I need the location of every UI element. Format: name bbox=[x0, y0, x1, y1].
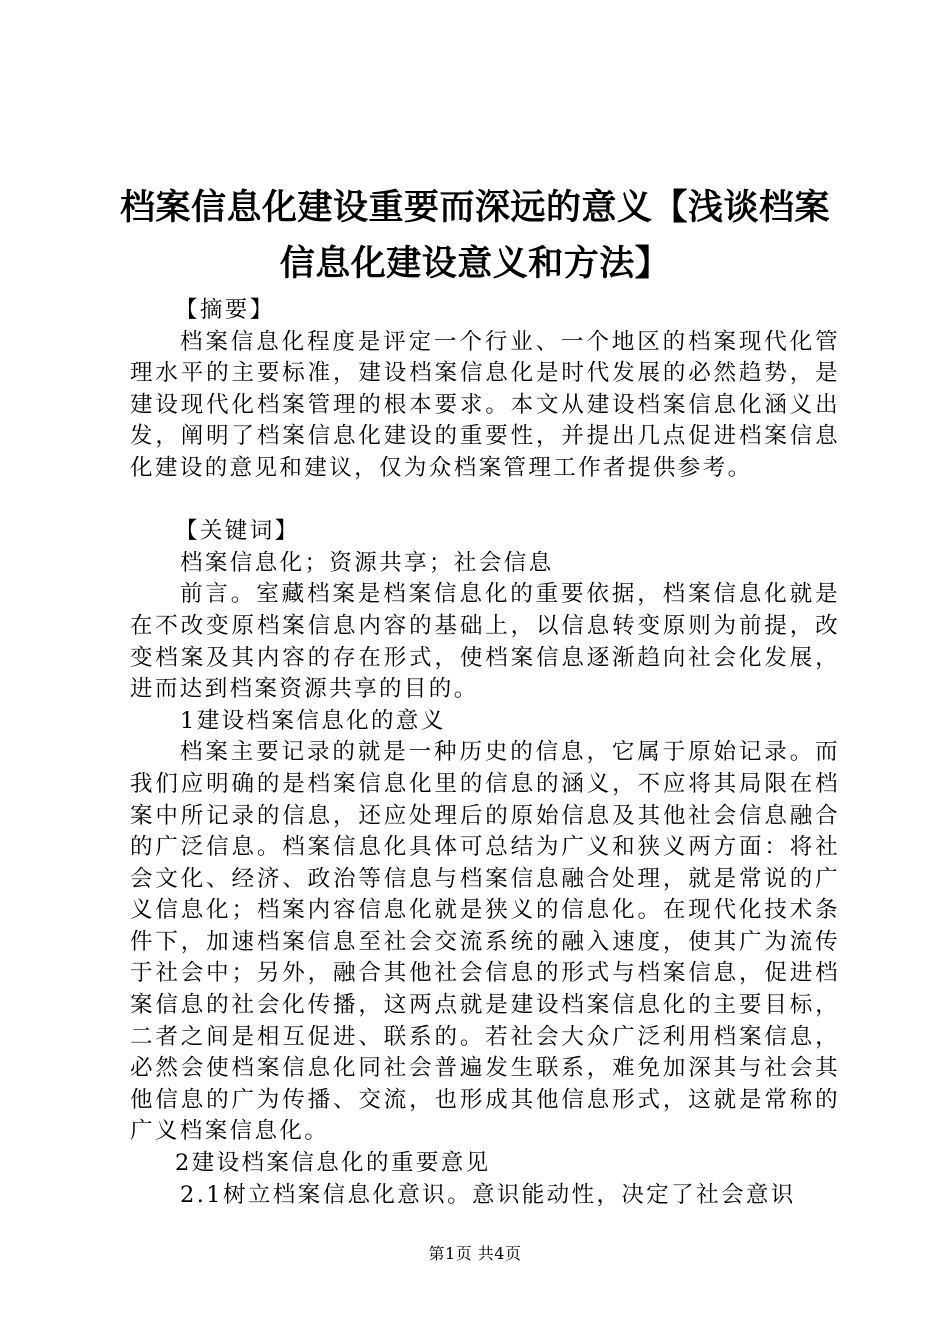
keywords-paragraph: 档案信息化；资源共享；社会信息 bbox=[180, 549, 554, 576]
section1-heading: 1建设档案信息化的意义 bbox=[180, 707, 446, 734]
page-footer: 第1页 共4页 bbox=[428, 1244, 522, 1263]
keywords-label: 【关键词】 bbox=[175, 518, 300, 545]
paragraph-spacer bbox=[130, 485, 840, 517]
abstract-label: 【摘要】 bbox=[175, 297, 275, 323]
section1-paragraph: 档案主要记录的就是一种历史的信息，它属于原始记录。而我们应明确的是档案信息化里的信息的涵义，不应将其局限在档案中所记录的信息，还应处理后的原始信息及其他社会信息融合的广泛信息。档案信息化具体可总结为广义和狭义两方面：将社会文化、经济、政治等信息与档案信息融合处理，就是常说的广义信息化；档案内容信息化就是狭义的信息化。在现代化技术条件下，加速档案信息至社会交流系统的融入速度，使其广为流传于社会中；另外，融合其他社会信息的形式与档案信息，促进档案信息的社会化传播，这两点就是建设档案信息化的主要目标，二者之间是相互促进、联系的。若社会大众广泛利用档案信息，必然会使档案信息化同社会普遍发生联系，难免加深其与社会其他信息的广为传播、交流，也形成其他信息形式，这就是常称的广义档案信息化。 bbox=[130, 739, 840, 1145]
section2-heading: 2建设档案信息化的重要意见 bbox=[175, 1150, 491, 1177]
document-body bbox=[130, 295, 840, 1211]
abstract-paragraph: 档案信息化程度是评定一个行业、一个地区的档案现代化管理水平的主要标准，建设档案信息化是时代发展的必然趋势，是建设现代化档案管理的根本要求。本文从建设档案信息化涵义出发，阐明了档案信息化建设的重要性，并提出几点促进档案信息化建设的意见和建议，仅为众档案管理工作者提供参考。 bbox=[130, 328, 840, 481]
preface-paragraph: 前言。室藏档案是档案信息化的重要依据，档案信息化就是在不改变原档案信息内容的基础上，以信息转变原则为前提，改变档案及其内容的存在形式，使档案信息逐渐趋向社会化发展，进而达到档案资源共享的目的。 bbox=[130, 581, 840, 703]
document-title: 档案信息化建设重要而深远的意义【浅谈档案信息化建设意义和方法】 bbox=[120, 187, 831, 284]
section2-1-paragraph: 2.1树立档案信息化意识。意识能动性，决定了社会意识 bbox=[180, 1181, 796, 1208]
